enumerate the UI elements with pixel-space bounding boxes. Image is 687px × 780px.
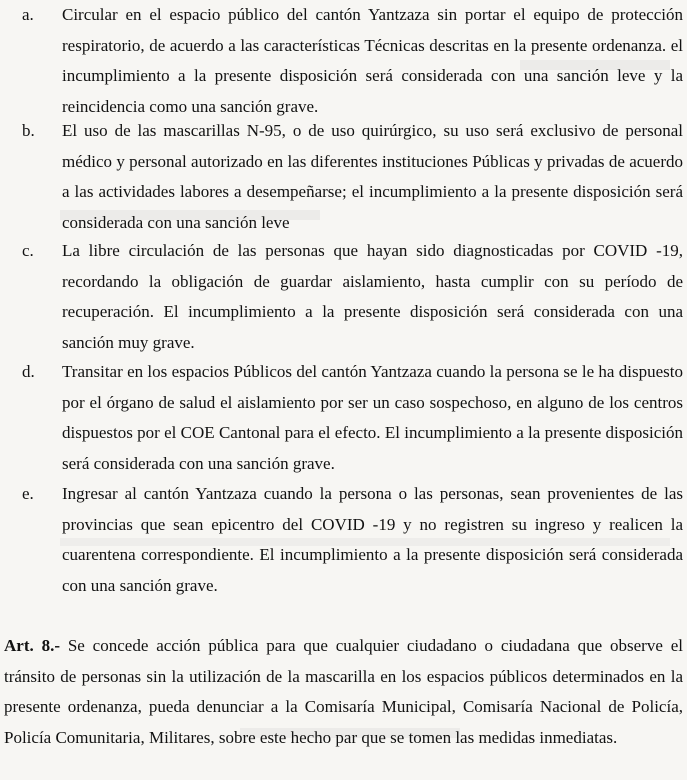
list-marker: b.: [22, 121, 35, 140]
list-item-text: La libre circulación de las personas que hayan sido diagnosticadas por COVID -19, recordando la obligación de guardar aislamiento, hasta cumplir con su período de recuperación. El incumplimiento a la presente disposición será considerada con una sanción muy grave.: [62, 241, 683, 352]
article-number: Art. 8.-: [4, 636, 60, 655]
list-item-text: Transitar en los espacios Públicos del cantón Yantzaza cuando la persona se le ha dispuesto por el órgano de salud el aislamiento por ser un caso sospechoso, en alguno de los centros dispuestos por el COE Cantonal para el efecto. El incumplimiento a la presente disposición será considerada con una sanción grave.: [62, 362, 683, 473]
list-item-text: Circular en el espacio público del cantón Yantzaza sin portar el equipo de protección respiratorio, de acuerdo a las características Técnicas descritas en la presente ordenanza. el incumplimiento a la presente disposición será considerada con una sanción leve y la reincidencia como una sanción grave.: [62, 5, 683, 116]
list-marker: c.: [22, 241, 34, 260]
list-marker: a.: [22, 5, 34, 24]
list-item-text: Ingresar al cantón Yantzaza cuando la persona o las personas, sean provenientes de las provincias que sean epicentro del COVID -19 y no registren su ingreso y realicen la cuarentena correspondiente. El incumplimiento a la presente disposición será considerada con una sanción grave.: [62, 484, 683, 595]
article-text: Se concede acción pública para que cualquier ciudadano o ciudadana que observe el tránsito de personas sin la utilización de la mascarilla en los espacios públicos determinados en la presente ordenanza, pueda denunciar a la Comisaría Municipal, Comisaría Nacional de Policía, Policía Comunitaria, Militares, sobre este hecho par que se tomen las medidas inmediatas.: [4, 636, 683, 747]
list-marker: d.: [22, 362, 35, 381]
list-item-text: El uso de las mascarillas N-95, o de uso quirúrgico, su uso será exclusivo de personal médico y personal autorizado en las diferentes instituciones Públicas y privadas de acuerdo a las actividades labores a desempeñarse; el incumplimiento a la presente disposición será considerada con una sanción leve: [62, 121, 683, 232]
article-8-paragraph: [4, 631, 683, 753]
list-marker: e.: [22, 484, 34, 503]
